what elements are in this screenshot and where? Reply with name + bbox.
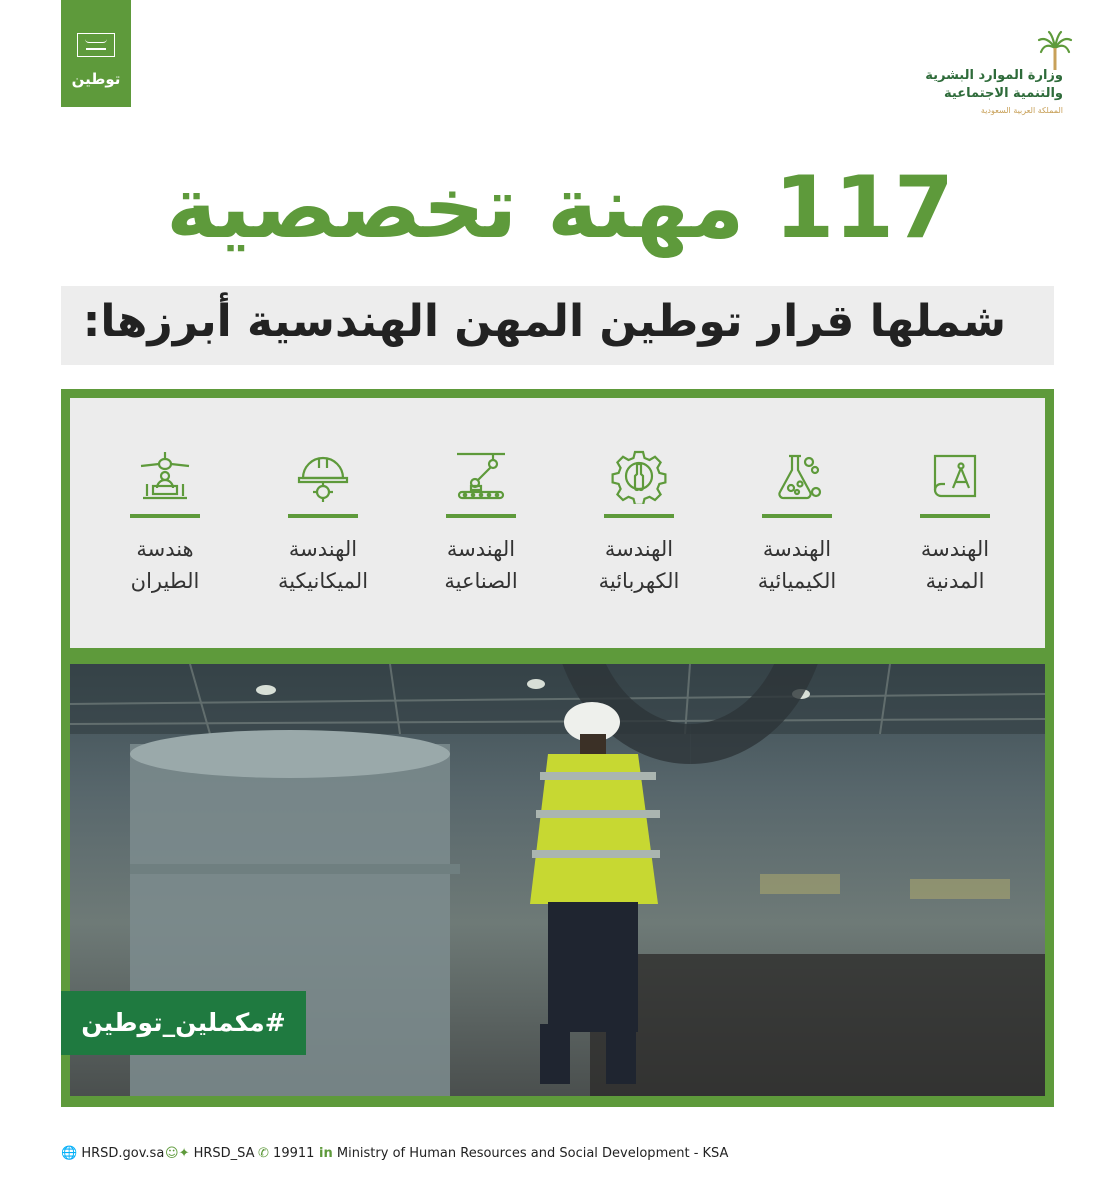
robotic-arm-conveyor-icon <box>453 448 509 504</box>
profession-label: هندسة الطيران <box>130 537 200 593</box>
ministry-country: المملكة العربية السعودية <box>980 106 1063 115</box>
footer-phone[interactable] <box>258 1146 314 1161</box>
gear-screwdriver-icon <box>611 448 667 504</box>
linkedin-icon: in <box>319 1146 333 1161</box>
profession-label: الهندسة الصناعية <box>444 537 518 593</box>
blueprint-compass-icon <box>927 448 983 504</box>
tawteen-badge <box>61 0 131 107</box>
footer-linkedin[interactable] <box>319 1146 728 1161</box>
twitter-icon: ✦ <box>178 1146 190 1161</box>
profession-aviation <box>105 448 225 597</box>
website-text: HRSD.gov.sa <box>81 1146 165 1161</box>
profession-civil <box>895 448 1015 597</box>
ministry-name-line1: وزارة الموارد البشرية <box>925 68 1063 83</box>
profession-industrial <box>421 448 541 597</box>
footer-website[interactable] <box>61 1146 164 1161</box>
profession-label: الهندسة الكهربائية <box>598 537 680 593</box>
social-handle: HRSD_SA <box>193 1146 255 1161</box>
airplane-engineer-icon <box>137 448 193 504</box>
subheading-band <box>61 286 1054 365</box>
professions-panel <box>70 398 1045 648</box>
ministry-name-line2: والتنمية الاجتماعية <box>944 86 1063 101</box>
subheading: شملها قرار توطين المهن الهندسية أبرزها: <box>82 296 1006 347</box>
snapchat-icon: ☺ <box>165 1146 179 1161</box>
helmet-gear-icon <box>295 448 351 504</box>
ministry-logo <box>925 30 1073 115</box>
headline: 117 مهنة تخصصية <box>166 158 954 258</box>
profession-mechanical <box>263 448 383 597</box>
profession-label: الهندسة المدنية <box>920 537 990 593</box>
profession-electrical <box>579 448 699 597</box>
profession-label: الهندسة الكيميائية <box>757 537 837 593</box>
footer-social[interactable] <box>165 1146 255 1161</box>
profession-label: الهندسة الميكانيكية <box>277 537 369 593</box>
globe-icon: 🌐 <box>61 1146 78 1161</box>
linkedin-text: Ministry of Human Resources and Social Development - KSA <box>336 1146 729 1161</box>
profession-chemical <box>737 448 857 597</box>
saudi-flag-icon <box>77 33 115 57</box>
flask-bubbles-icon <box>769 448 825 504</box>
badge-label: توطين <box>71 70 121 88</box>
phone-number: 19911 <box>273 1146 315 1161</box>
hashtag-banner: #مكملين_توطين <box>61 991 306 1055</box>
phone-icon: ✆ <box>258 1146 269 1161</box>
